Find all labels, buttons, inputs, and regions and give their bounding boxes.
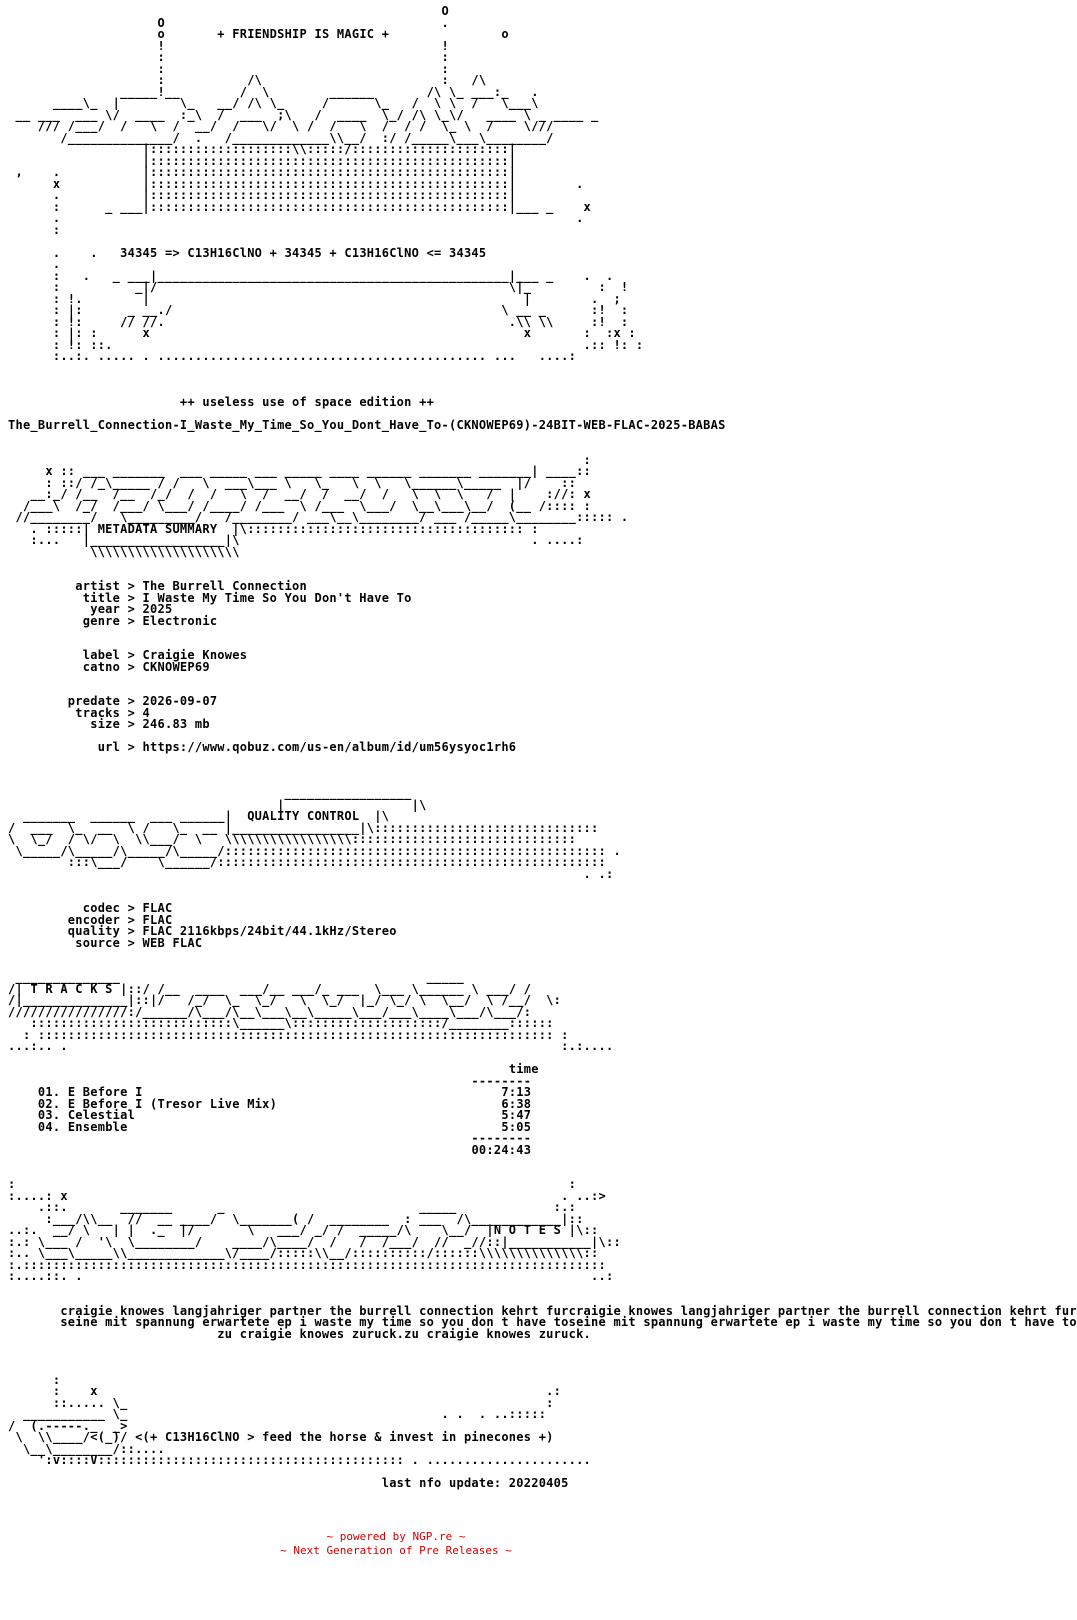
track-time: 7:13 <box>501 1085 532 1099</box>
metadata-row-year-value: 2025 <box>142 602 173 616</box>
tracks-total-time <box>8 1142 792 1157</box>
metadata-row-title: title > I Waste My Time So You Don't Have To <box>8 590 412 605</box>
notes-ascii-art: :....::. . ..: <box>8 1269 614 1283</box>
notes-ascii-art: : : <box>8 1177 577 1191</box>
footer-update <box>8 1478 792 1490</box>
header-ascii-art: : _ ___|::::::::::::::::::::::::::::::::::::::::::::::::|___ _ x <box>8 199 592 214</box>
footer-ascii-art: / (.-----._ _> <box>8 1418 128 1433</box>
header-ascii-art: :..:. ..... . ............................................ ... ....: <box>8 349 577 363</box>
metadata-ascii-art: : ::/ /_\_____ / / \ ___\___ \ \_ \ \ \______\_____ |/ :: <box>8 475 577 490</box>
header-ascii-art: : !. | | . ; <box>8 291 621 306</box>
quality-row-encoder-value: FLAC <box>142 912 173 927</box>
spacer <box>8 1363 792 1375</box>
notes-ascii-art: :....: x . ..:> <box>8 1188 606 1203</box>
ngp-tagline: ~ Next Generation of Pre Releases ~ <box>280 1544 512 1557</box>
notes-section-title: N O T E S <box>493 1223 562 1237</box>
track-time: 5:47 <box>501 1108 532 1122</box>
track-number: 02. <box>37 1096 61 1111</box>
powered-by-credit[interactable]: ~ powered by NGP.re ~ <box>326 1530 466 1543</box>
track-title: Ensemble <box>67 1119 128 1134</box>
metadata-row-year: year > 2025 <box>8 602 173 616</box>
notes-ascii-art: :.: \___ / '\ \________/ ____/\____/ / / /___/ // _//::|___________|\:: <box>8 1234 621 1249</box>
metadata-ascii-art: //________/ \_________/ /________/ ___\__\________/ ___ /_____\________::::: . <box>8 510 629 524</box>
formula-line: . . 34345 => C13H16ClNO + 34345 + C13H16ClNO <= 34345 <box>8 245 487 260</box>
footer-ascii-art: : x .: <box>8 1384 562 1398</box>
header-ascii-art: : |: : x x : :x : <box>8 326 636 340</box>
quality-row-quality: quality > FLAC 2116kbps/24bit/44.1kHz/Stereo <box>8 924 397 938</box>
metadata-row-predate: predate > 2026-09-07 <box>8 694 218 708</box>
metadata-row-catno-value: CKNOWEP69 <box>142 659 210 674</box>
edition-line <box>8 397 792 409</box>
quality-ascii-art: / ___ \_ __ \ / \_ __ |_________________|\:::::::::::::::::::::::::::::: <box>8 820 599 835</box>
header-ascii-art: : |: _ __./ \ __ _ :! : <box>8 303 629 317</box>
metadata-row-catno: catno > CKNOWEP69 <box>8 659 210 674</box>
track-title: E Before I <box>67 1085 143 1099</box>
quality-ascii-art: \ \_/ / \/ \ \\___/ \ \\\\\\\\\\\\\\\\\:::::::::::::::::::::::::::::: <box>8 832 577 846</box>
nfo-document <box>0 4 1077 1490</box>
quality-row-source-value: WEB FLAC <box>142 935 203 950</box>
spacer <box>8 880 792 892</box>
notes-ascii-art: :.. \___\_____\\_____________\/____/:::::\\__/::::::::::/::::::\\\\\\\\\\\\\\:: <box>8 1246 599 1260</box>
metadata-row-predate-value: 2026-09-07 <box>142 694 218 708</box>
spacer <box>8 1340 792 1352</box>
metadata-row-label: label > Craigie Knowes <box>8 648 248 662</box>
spacer <box>8 1156 792 1168</box>
spacer <box>8 1283 792 1295</box>
header-ascii-art: : <box>8 222 61 237</box>
quality-ascii-art: \_____/\_____/\_____/\_____/::::::::::::::::::::::::::::::::::::::::::::::::::: . <box>8 843 621 858</box>
tracks-ascii-art: ______________ _____ <box>8 970 464 984</box>
metadata-ascii-art: __:_/ /__ /__ /_/ / / \ / __/ / __/ / \ \ \ / | ://: x <box>8 487 592 501</box>
header-ascii-art: . . <box>8 211 584 225</box>
metadata-section-title: METADATA SUMMARY <box>97 521 218 536</box>
quality-section-title: QUALITY CONTROL <box>247 809 360 823</box>
metadata-ascii-art: x :: ___ _______ ___ _____ ___ _____ ____ ______ _______ _______| ____:: <box>8 464 592 478</box>
quality-ascii-art: _________________ <box>8 786 412 800</box>
edition-line-value: ++ useless use of space edition ++ <box>179 395 435 409</box>
spacer <box>8 1352 792 1364</box>
footer-motto-value: <(+ C13H16ClNO > feed the horse & invest in pinecones +) <box>135 1430 554 1444</box>
notes-line-value: zu craigie knowes zuruck. <box>404 1326 592 1341</box>
header-ascii-art: . |::::::::::::::::::::::::::::::::::::::::::::::::| <box>8 188 517 202</box>
header-ascii-art: : : <box>8 61 450 76</box>
metadata-ascii-art: :... |__________________|\ . ....: <box>8 533 584 547</box>
tracks-ascii-art: ////////////////:/______/\___/\__\___\__\_____\___/___\____\___/\___/: <box>8 1004 532 1019</box>
header-ascii-art: _____!__ / \ ______ /\ \_ ___:_ . <box>8 84 539 99</box>
header-ascii-art: O <box>8 4 450 18</box>
metadata-row-label-value: Craigie Knowes <box>142 648 248 662</box>
footer-ascii-art: ___________ \_ . . . ..::::: <box>8 1407 547 1421</box>
footer-update-value: last nfo update: 20220405 <box>381 1476 569 1490</box>
metadata-row-artist: artist > The Burrell Connection <box>8 579 307 593</box>
release-name <box>8 420 792 432</box>
header-ascii-art: : !: ::. .:: !: : <box>8 337 644 352</box>
header-ascii-art: , . |::::::::::::::::::::::::::::::::::::::::::::::::| <box>8 165 517 179</box>
metadata-row-artist-value: The Burrell Connection <box>142 579 307 593</box>
tracks-total-time-value: 00:24:43 <box>471 1142 532 1157</box>
spacer <box>8 363 792 375</box>
spacer <box>8 432 792 444</box>
metadata-ascii-art: : <box>8 452 592 467</box>
quality-row-encoder: encoder > FLAC <box>8 912 173 927</box>
metadata-row-tracks-value: 4 <box>142 705 151 720</box>
metadata-row-size-value: 246.83 mb <box>142 717 210 731</box>
metadata-row-url[interactable]: url > https://www.qobuz.com/us-en/album/id/um56ysyoc1rh6 <box>8 740 517 754</box>
header-ascii-art: : : <box>8 50 450 64</box>
footer-motto: \ \\____/<(_)/ <(+ C13H16ClNO > feed the horse & invest in pinecones +) <box>8 1430 554 1444</box>
slogan-line: o + FRIENDSHIP IS MAGIC + o <box>8 27 509 41</box>
notes-line: zu craigie knowes zuruck.zu craigie knowes zuruck. <box>8 1326 592 1341</box>
quality-row-codec-value: FLAC <box>142 901 173 915</box>
header-ascii-art: : _|/ \|_ : ! <box>8 280 629 294</box>
metadata-row-genre: genre > Electronic <box>8 613 218 628</box>
quality-ascii-art: | |\ <box>8 797 427 812</box>
notes-line: seine mit spannung erwartete ep i waste my time so you don t have toseine mit spannung erwartete ep i waste my time so you don t have to <box>8 1315 1077 1329</box>
footer-ascii-art: ':v::::V::::::::::::::::::::::::::::::::::::::::: . ...................... <box>8 1453 592 1467</box>
spacer <box>8 765 792 777</box>
tracks-title-line: /| T R A C K S |::/ /__ ____ ___/__ ___/_ ___ \___ \______ \ ___/ / <box>8 981 532 996</box>
notes-ascii-art: .::. _______ _ _____ :.: <box>8 1200 577 1214</box>
header-ascii-art: |:::::::::::::::::::\\:::::/:::::::::::::::::::::| <box>8 142 517 156</box>
header-ascii-art: : . _ ___|_______________________________________________|___ _ . . <box>8 268 614 283</box>
spacer <box>8 374 792 386</box>
footer-ascii-art: \__\________/::.... <box>8 1441 165 1456</box>
metadata-row-genre-value: Electronic <box>142 613 218 628</box>
header-ascii-art: : !: // //. .\\ \\ :! : <box>8 314 629 329</box>
quality-title-line: _______ ______ ___ ______| QUALITY CONTROL |\ <box>8 809 390 823</box>
metadata-row-tracks: tracks > 4 <box>8 705 151 720</box>
metadata-row-size: size > 246.83 mb <box>8 717 210 731</box>
notes-ascii-art: :___/\\__ // __ ____/ \_______( / ________ : ___ /\____________|:: <box>8 1211 584 1226</box>
header-ascii-art: : /\ : /\ <box>8 73 487 87</box>
metadata-row-title-value: I Waste My Time So You Don't Have To <box>142 590 412 605</box>
header-ascii-art: ____\_ | \_ __/ /\ \_ / \_ / \ \ / \___\ <box>8 96 539 110</box>
header-ascii-art: ! ! <box>8 38 450 53</box>
spacer <box>8 558 792 570</box>
tracks-ascii-art: /|______________|::|/ /_/ \_ \_/ \ \_/ |_/ \_/ \ \__/ \ /__/ \: <box>8 993 562 1007</box>
slogan: + FRIENDSHIP IS MAGIC + <box>217 27 390 41</box>
notes-line: craigie knowes langjahriger partner the burrell connection kehrt furcraigie knowes langjahriger partner the burrell connection kehrt fur <box>8 1303 1077 1318</box>
quality-row-codec: codec > FLAC <box>8 901 173 915</box>
track-title: E Before I (Tresor Live Mix) <box>67 1096 278 1111</box>
metadata-ascii-art: . :::::| METADATA SUMMARY |\::::::::::::::::::::::::::::::::::::: : <box>8 521 539 536</box>
tracks-divider: -------- <box>8 1073 532 1088</box>
notes-ascii-art: ..:. __/ \ | | ._ |/ \ ___/ _/ / _____/\ \__/ |N O T E S |\:: <box>8 1223 599 1237</box>
notes-ascii-art: :.:::::::::::::::::::::::::::::::::::::::::::::::::::::::::::::::::::::::::::::: <box>8 1257 606 1272</box>
quality-ascii-art: :::\___/ \______/:::::::::::::::::::::::::::::::::::::::::::::::::::: <box>8 855 606 869</box>
tracks-ascii-art: : ::::::::::::::::::::::::::::::::::::::::::::::::::::::::::::::::::::: : <box>8 1027 569 1042</box>
tracks-time-header-value: time <box>508 1062 539 1076</box>
header-ascii-art: __ ___ ___ \/ ____ :_\ / ___ ;\ / ____ \_/ /\ \_\/ ____ \ _ ____ _ <box>8 107 599 122</box>
tracks-divider: -------- <box>8 1131 532 1145</box>
footer-ascii-art: : <box>8 1372 61 1387</box>
track-number: 01. <box>37 1085 61 1099</box>
header-ascii-art: |::::::::::::::::::::::::::::::::::::::::::::::::| <box>8 153 517 168</box>
spacer <box>8 754 792 766</box>
spacer <box>8 627 792 639</box>
tracks-ascii-art: ...:.. . :.:.... <box>8 1039 614 1053</box>
footer-ascii-art: ::..... \_ : <box>8 1395 554 1410</box>
quality-row-quality-value: FLAC 2116kbps/24bit/44.1kHz/Stereo <box>142 924 397 938</box>
header-ascii-art: /______________/ . /_____________\\__/ :/ /_____\___\________/ <box>8 130 554 145</box>
track-number: 04. <box>37 1119 61 1134</box>
notes-line-value: craigie knowes langjahriger partner the burrell connection kehrt fur <box>568 1303 1077 1318</box>
spacer <box>8 949 792 961</box>
tracks-section-title: T R A C K S <box>30 981 113 996</box>
spacer <box>8 673 792 685</box>
quality-ascii-art: . .: <box>8 866 614 881</box>
tracks-ascii-art: :::::::::::::::::::::::::::\______\::::::::::::::::::::/________:::::: <box>8 1016 554 1030</box>
track-title: Celestial <box>67 1108 136 1122</box>
quality-row-source: source > WEB FLAC <box>8 935 203 950</box>
formula-line-value: 34345 => C13H16ClNO + 34345 + C13H16ClNO <= 34345 <box>120 245 487 260</box>
metadata-ascii-art: /___\ /_/ /___/ \___/ /____/ /___ \ /___ \___/ \__\___\__/ (__ /:::: : <box>8 498 592 513</box>
metadata-row-url-value[interactable]: https://www.qobuz.com/us-en/album/id/um56ysyoc1rh6 <box>142 740 517 754</box>
release-name-value: The_Burrell_Connection-I_Waste_My_Time_So_You_Dont_Have_To-(CKNOWEP69)-24BIT-WEB-FLAC-2025-BABAS <box>8 418 726 432</box>
notes-line-value: seine mit spannung erwartete ep i waste my time so you don t have to <box>568 1315 1077 1329</box>
track-number: 03. <box>37 1108 61 1122</box>
header-ascii-art: O . <box>8 15 450 30</box>
header-ascii-art: /// /___/ / \ / __/ / \/ \ / / \ / / / \_ \ / \/// <box>8 119 554 133</box>
header-ascii-art: . <box>8 257 61 271</box>
track-time: 6:38 <box>501 1096 532 1111</box>
track-time: 5:05 <box>501 1119 532 1134</box>
metadata-ascii-art: \\\\\\\\\\\\\\\\\\\\ <box>8 544 240 559</box>
header-ascii-art: x |::::::::::::::::::::::::::::::::::::::::::::::::| . <box>8 176 584 191</box>
